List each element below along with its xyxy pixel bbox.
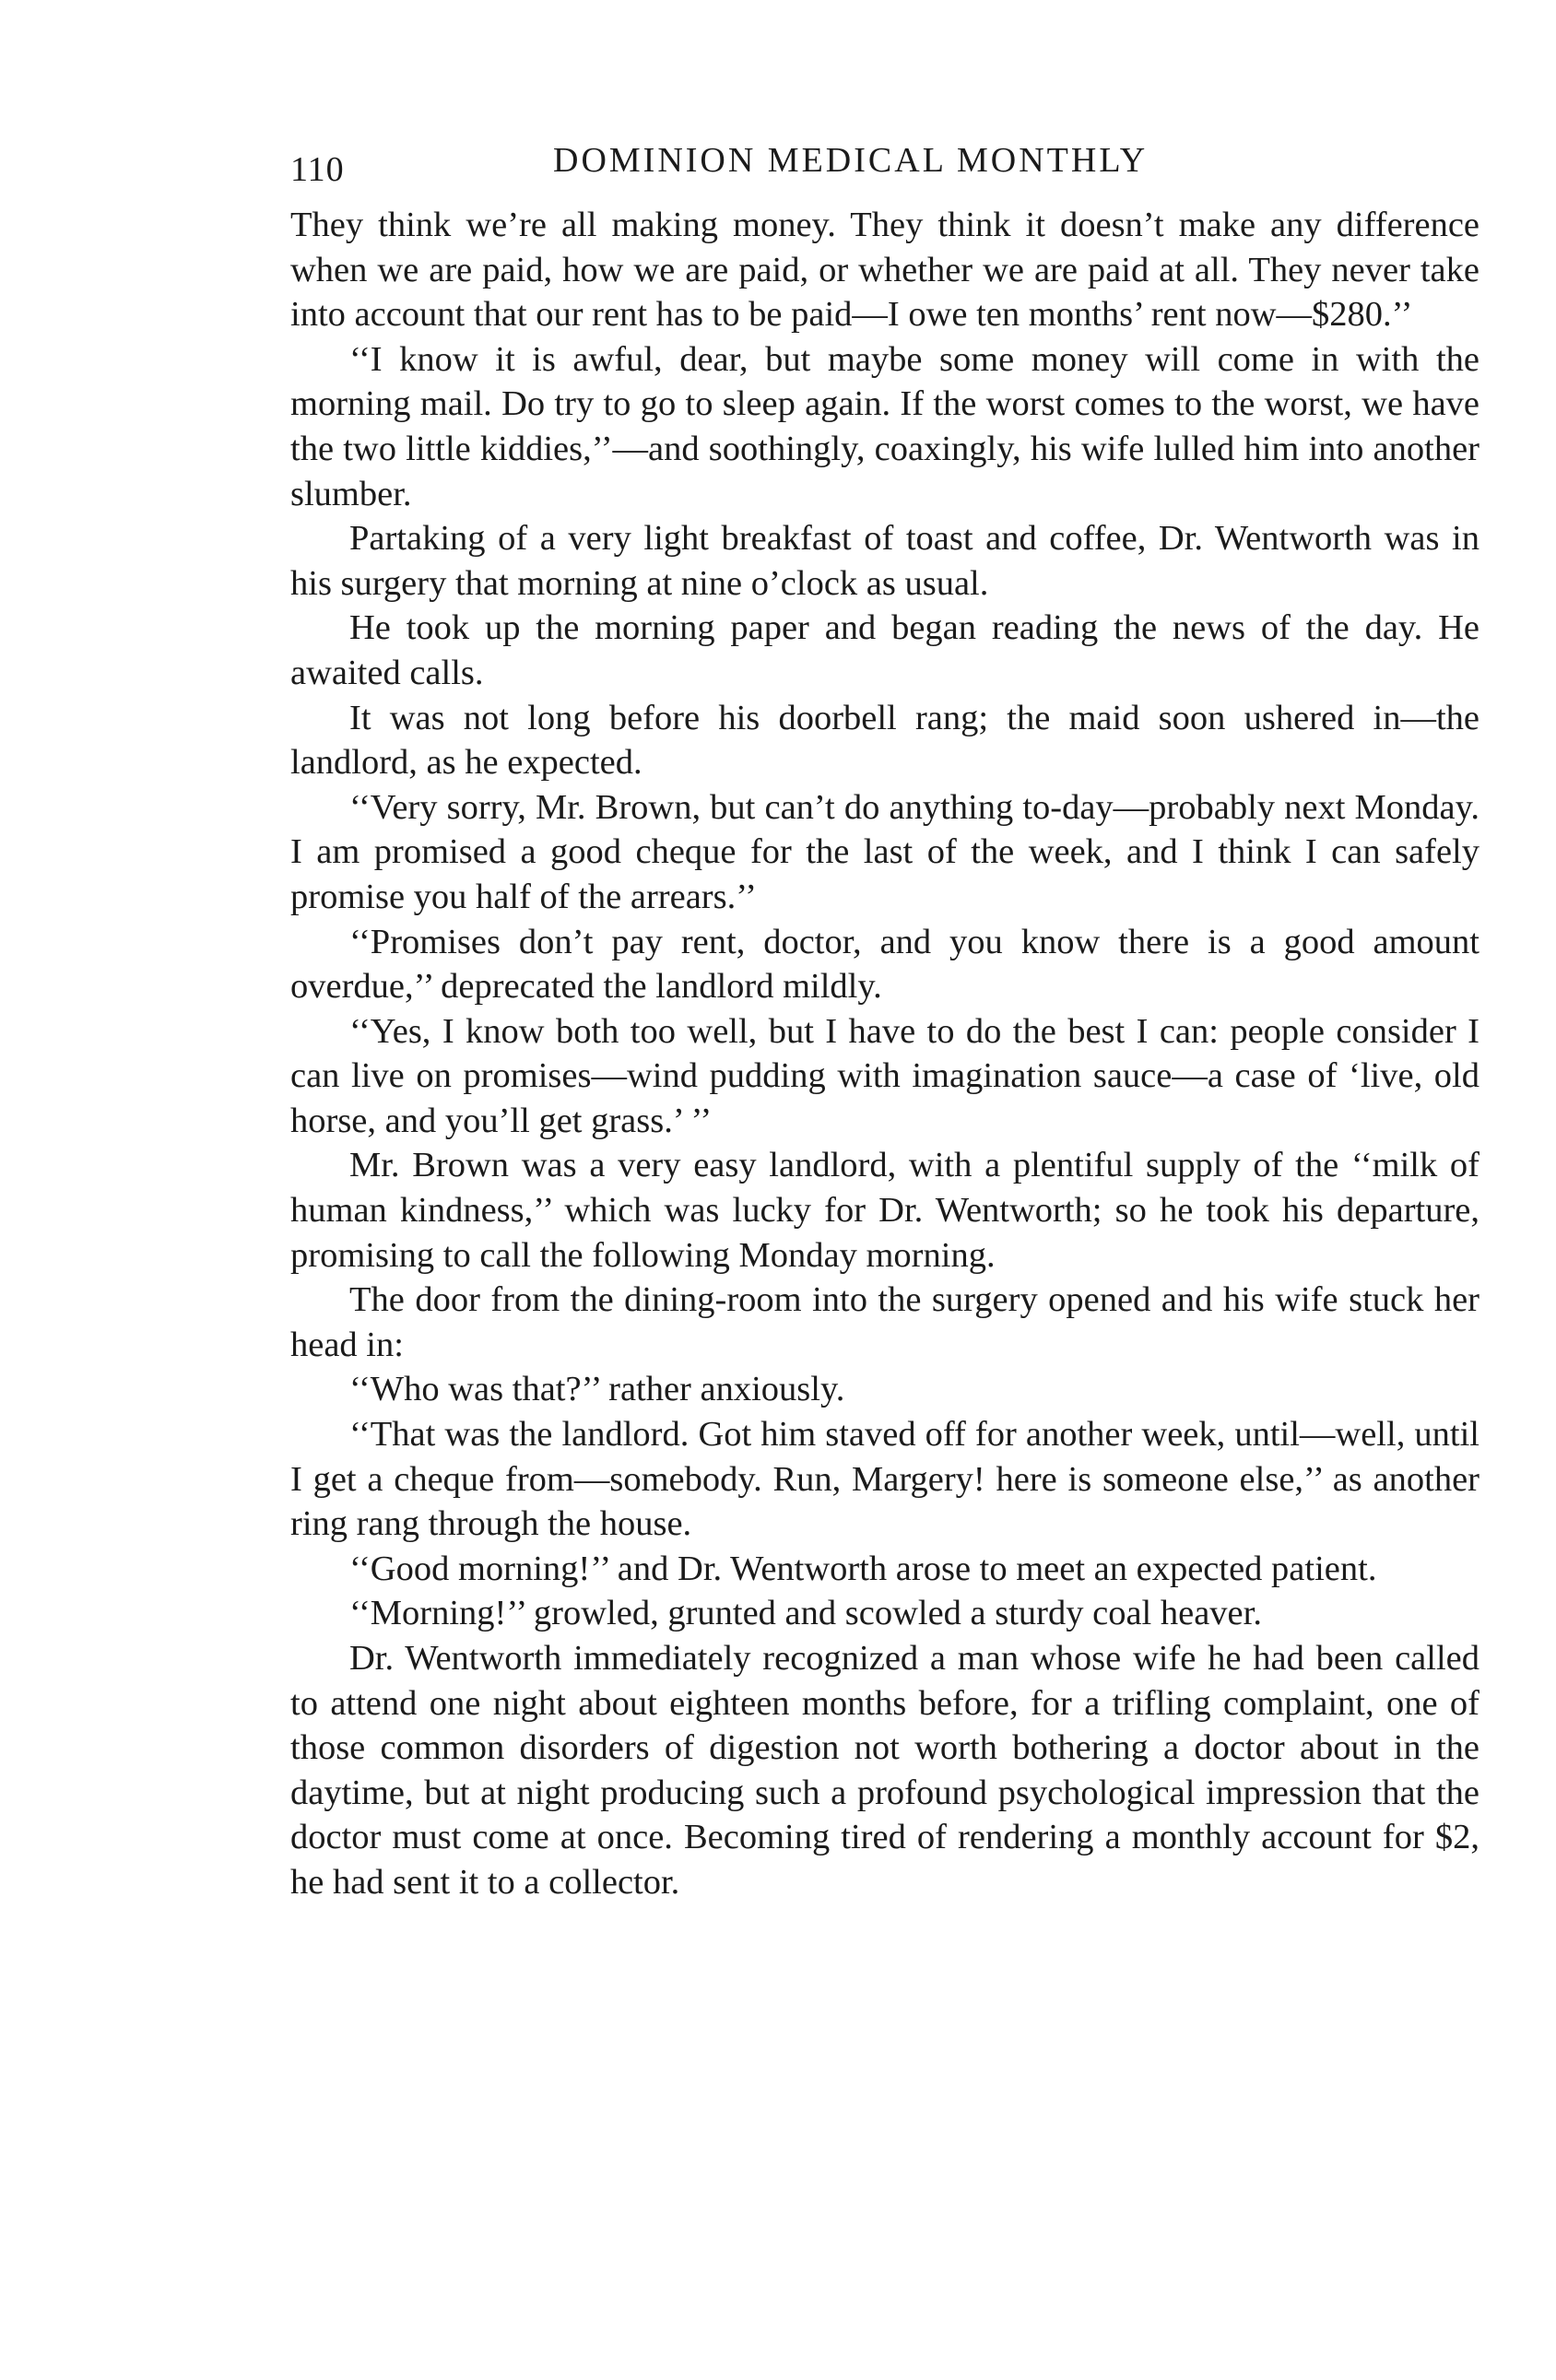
paragraph: ‘‘Good morning!’’ and Dr. Wentworth arose to meet an expected patient. <box>349 1549 1377 1588</box>
running-head <box>290 129 1479 194</box>
paragraph: ‘‘Yes, I know both too well, but I have to do the best I can: people consider I can live on promises—wind pudding with imagination sauce—a case of ‘live, old horse, and you’ll get grass.’ ’’ <box>290 1011 1479 1140</box>
paragraph: The door from the dining-room into the surgery opened and his wife stuck her head in: <box>290 1280 1479 1364</box>
paragraph: ‘‘I know it is awful, dear, but maybe some money will come in with the morning mail. Do try to go to sleep again. If the worst comes to the worst, we have the two little kiddies,’’—and soothingly, coaxingly, his wife lulled him into another slumber. <box>290 339 1479 513</box>
paragraph: It was not long before his doorbell rang; the maid soon ushered in—the landlord, as he expected. <box>290 698 1479 783</box>
page-number: 110 <box>290 150 345 189</box>
paragraph: Partaking of a very light breakfast of toast and coffee, Dr. Wentworth was in his surgery that morning at nine o’clock as usual. <box>290 519 1479 603</box>
paragraph: ‘‘Promises don’t pay rent, doctor, and you know there is a good amount overdue,’’ deprecated the landlord mildly. <box>290 922 1479 1007</box>
page <box>290 129 1479 1905</box>
paragraph: ‘‘Very sorry, Mr. Brown, but can’t do anything to-day—probably next Monday. I am promised a good cheque for the last of the week, and I think I can safely promise you half of the arrears.’’ <box>290 787 1479 916</box>
paragraph: ‘‘Morning!’’ growled, grunted and scowled a sturdy coal heaver. <box>349 1594 1262 1633</box>
paragraph: Mr. Brown was a very easy landlord, with a plentiful supply of the ‘‘milk of human kindness,’’ which was lucky for Dr. Wentworth; so he took his departure, promising to call the following Monday morning. <box>290 1146 1479 1275</box>
paragraph: They think we’re all making money. They think it doesn’t make any difference when we are paid, how we are paid, or whether we are paid at all. They never take into account that our rent has to be paid—I owe ten months’ rent now—$280.’’ <box>290 206 1479 335</box>
paragraph: He took up the morning paper and began reading the news of the day. He awaited calls. <box>290 608 1479 692</box>
body-text <box>290 203 1479 1905</box>
paragraph: ‘‘Who was that?’’ rather anxiously. <box>349 1370 845 1409</box>
paragraph: Dr. Wentworth immediately recognized a man whose wife he had been called to attend one night about eighteen months before, for a trifling complaint, one of those common disorders of digestion not worth bothering a doctor about in the daytime, but at night producing such a profound psychological impression that the doctor must come at once. Becoming tired of rendering a monthly account for $2, he had sent it to a collector. <box>290 1639 1479 1902</box>
paragraph: ‘‘That was the landlord. Got him staved off for another week, until—well, until I get a cheque from—somebody. Run, Margery! here is someone else,’’ as another ring rang through the house. <box>290 1415 1479 1544</box>
journal-title: DOMINION MEDICAL MONTHLY <box>553 141 1149 180</box>
